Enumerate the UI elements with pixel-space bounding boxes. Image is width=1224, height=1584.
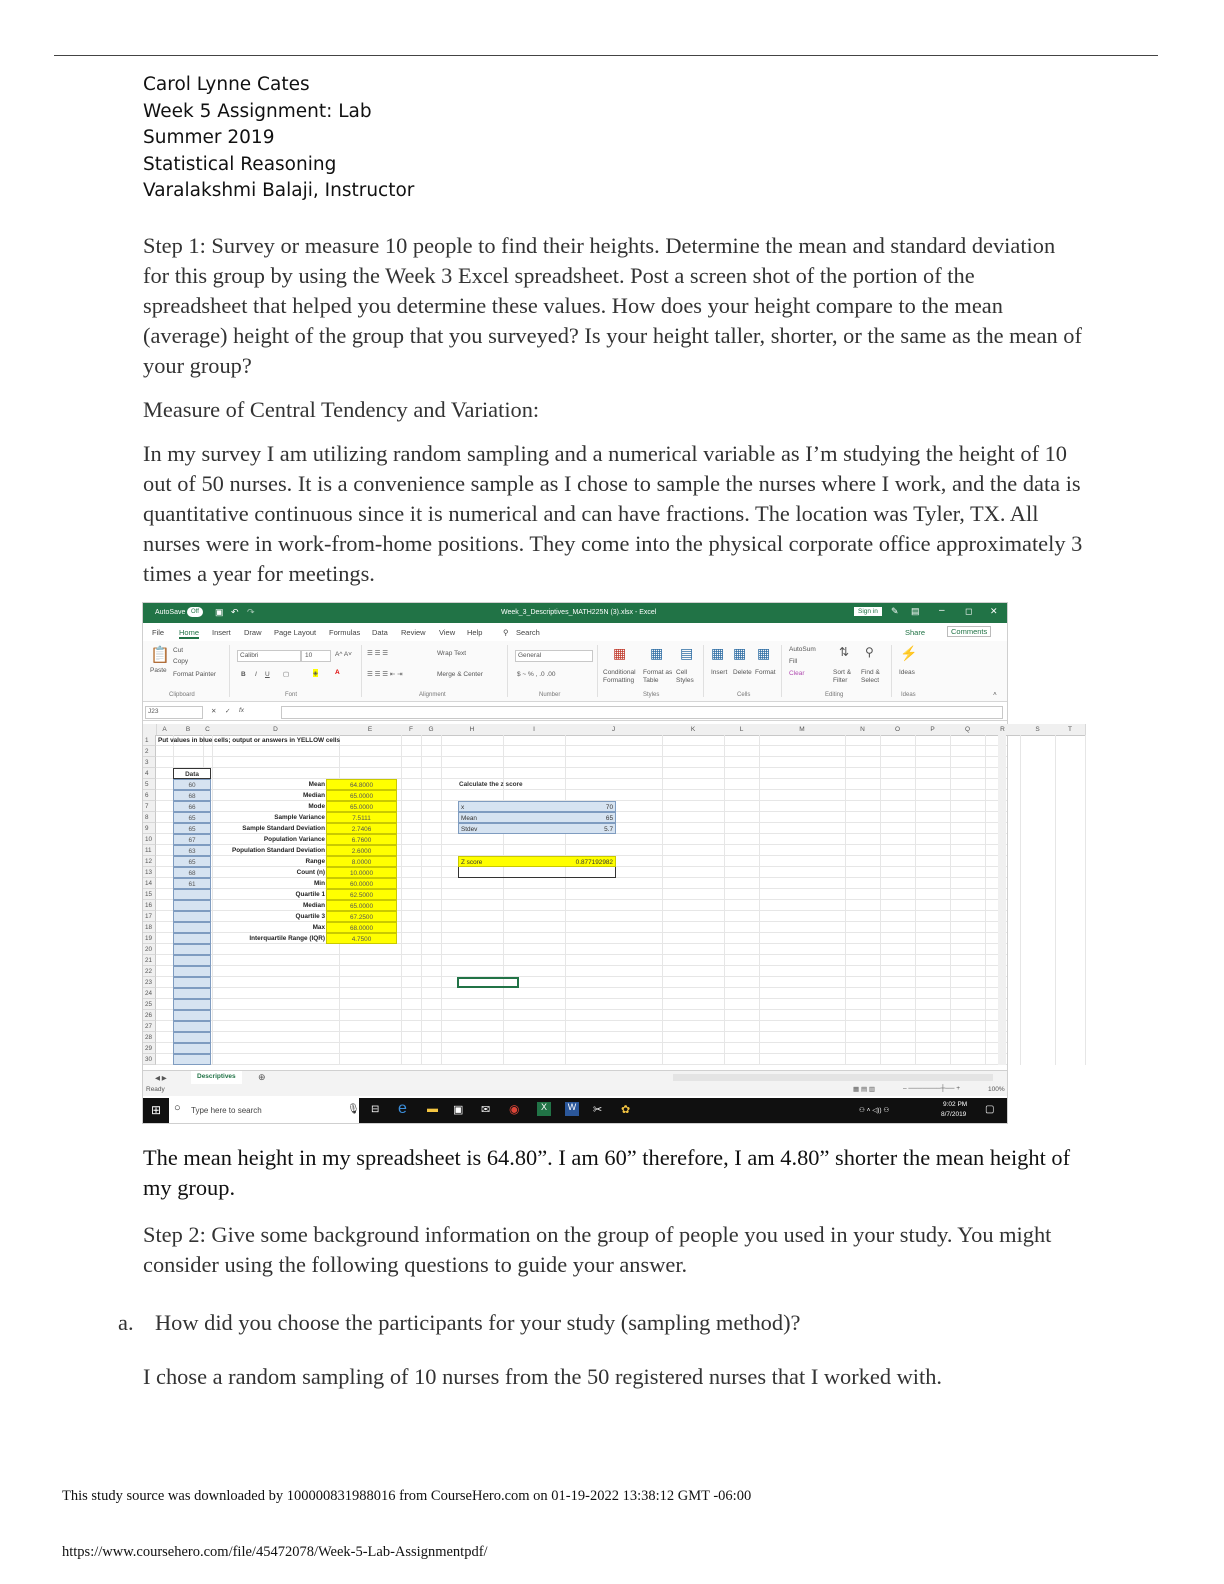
data-cell[interactable]: 63 — [173, 845, 211, 856]
excel-screenshot — [143, 603, 1072, 1123]
stat-value[interactable]: 68.0000 — [326, 922, 397, 933]
tray-icons[interactable]: ⚇ ˄ ◁)) ⚇ — [859, 1107, 890, 1114]
data-cell[interactable]: 68 — [173, 867, 211, 878]
cancel-icon[interactable]: ✕ — [211, 708, 217, 715]
document-header — [143, 72, 414, 205]
enter-icon[interactable]: ✓ — [225, 708, 231, 715]
search-circle-icon: ○ — [174, 1102, 181, 1114]
window-title: Week_3_Descriptives_MATH225N (3).xlsx - Excel — [501, 609, 657, 616]
autosave-toggle[interactable]: Off — [187, 607, 203, 617]
stat-value[interactable]: 7.5111 — [326, 812, 397, 823]
clock-date: 8/7/2019 — [941, 1111, 967, 1118]
column-header[interactable]: K — [662, 724, 725, 736]
taskbar-search[interactable] — [169, 1098, 359, 1123]
find-select-icon[interactable]: ⚲ — [865, 645, 874, 659]
format-painter-button[interactable]: Format Painter — [173, 671, 216, 678]
autosave-label[interactable]: AutoSave — [155, 609, 186, 616]
delete-button[interactable]: Delete — [733, 669, 752, 676]
status-text: Ready — [146, 1086, 165, 1093]
zscore-input-row[interactable] — [458, 812, 616, 823]
grid-line — [915, 735, 916, 1065]
word-taskbar-icon[interactable]: W — [565, 1102, 579, 1116]
windows-start-icon[interactable]: ⊞ — [151, 1103, 162, 1117]
active-cell-j23[interactable] — [457, 977, 519, 988]
stat-label[interactable]: Min — [313, 880, 325, 887]
step2-paragraph: Step 2: Give some background information on the group of people you used in your study. You might consider using the following questions to guide your answer. — [143, 1222, 1052, 1277]
grid-line — [950, 735, 951, 1065]
excel-taskbar-icon[interactable]: X — [537, 1102, 551, 1116]
group-styles: Styles — [643, 692, 660, 698]
row-header[interactable]: 9 — [143, 823, 156, 834]
zscore-input-label: Mean — [461, 815, 477, 822]
status-bar — [143, 1084, 1007, 1096]
data-cell[interactable]: 65 — [173, 812, 211, 823]
tab-help[interactable]: Help — [467, 628, 483, 637]
clear-button[interactable]: Clear — [789, 670, 805, 677]
grid-line — [156, 767, 1007, 768]
find-select-button[interactable]: Find & Select — [861, 669, 880, 684]
grid-line — [441, 735, 442, 1065]
column-header[interactable]: R — [985, 724, 1021, 736]
data-header-cell[interactable]: Data — [173, 768, 211, 779]
row-header[interactable]: 30 — [143, 1054, 156, 1065]
tab-home[interactable]: Home — [179, 628, 200, 637]
font-name-select[interactable]: Calibri — [237, 650, 301, 662]
assignment-title: Week 5 Assignment: Lab — [143, 100, 372, 122]
column-header[interactable]: I — [503, 724, 566, 736]
data-cell[interactable] — [173, 1054, 211, 1065]
column-header[interactable]: F — [401, 724, 422, 736]
task-view-icon[interactable]: ⊟ — [371, 1104, 380, 1115]
tab-view[interactable]: View — [439, 628, 456, 637]
zscore-input-value: 5.7 — [604, 826, 613, 833]
grid-line — [156, 1031, 1007, 1032]
stat-value[interactable]: 6.7600 — [326, 834, 397, 845]
grid-line — [565, 735, 566, 1065]
sort-filter-icon[interactable]: ⇅ — [839, 645, 850, 659]
row-header[interactable]: 13 — [143, 867, 156, 878]
stat-label[interactable]: Sample Standard Deviation — [242, 825, 325, 832]
align-top-icon[interactable]: ☰ ☰ ☰ — [367, 650, 389, 657]
excel-title-bar — [143, 603, 1007, 623]
data-cell[interactable] — [173, 922, 211, 933]
term: Summer 2019 — [143, 127, 275, 148]
wrap-text-button[interactable]: Wrap Text — [437, 650, 467, 657]
row-header[interactable]: 20 — [143, 944, 156, 955]
grid-line — [421, 735, 422, 1065]
zscore-input-row[interactable] — [458, 801, 616, 812]
save-icon[interactable]: ▣ — [215, 607, 224, 617]
group-alignment: Alignment — [419, 692, 446, 698]
pen-icon[interactable]: ✎ — [891, 606, 899, 616]
stat-label[interactable]: Interquartile Range (IQR) — [249, 935, 325, 942]
sign-in-button[interactable]: Sign in — [854, 607, 882, 616]
clock-time: 9:02 PM — [943, 1101, 968, 1108]
insert-cells-icon[interactable]: ▦ — [711, 645, 725, 661]
grid-line — [156, 1053, 1007, 1054]
delete-cells-icon[interactable]: ▦ — [733, 645, 747, 661]
grid-line — [662, 735, 663, 1065]
column-header[interactable]: M — [759, 724, 846, 736]
paint-icon[interactable]: ✿ — [621, 1104, 631, 1116]
border-icon[interactable]: ▢ — [283, 671, 290, 678]
row-header[interactable]: 11 — [143, 845, 156, 856]
format-cells-icon[interactable]: ▦ — [757, 645, 771, 661]
data-cell[interactable] — [173, 944, 211, 955]
zscore-value: 0.877192982 — [575, 859, 613, 866]
row-header[interactable]: 24 — [143, 988, 156, 999]
tab-insert[interactable]: Insert — [212, 628, 231, 637]
horizontal-scrollbar[interactable] — [673, 1074, 993, 1081]
tab-nav-icon[interactable]: ◀ ▶ — [155, 1075, 167, 1082]
step1-paragraph: Step 1: Survey or measure 10 people to find their heights. Determine the mean and standard deviation for this group by using the Week 3 Excel spreadsheet. Post a screen shot of the portion of the spreadsheet that helped you determine these values. How does your height compare to the mean (average) height of the group that you surveyed? Is your height taller, shorter, or the same as the mean of your group? — [143, 233, 1082, 378]
grid-line — [156, 1009, 1007, 1010]
add-sheet-icon[interactable]: ⊕ — [258, 1072, 266, 1082]
author-name: Carol Lynne Cates — [143, 74, 310, 95]
insert-function-icon[interactable]: fx — [239, 707, 245, 714]
notifications-icon[interactable]: ▢ — [985, 1104, 995, 1115]
conditional-formatting-icon[interactable]: ▦ — [613, 645, 627, 661]
excel-ribbon — [143, 641, 1007, 702]
footer-source: This study source was downloaded by 100000831988016 from CourseHero.com on 01-19-2022 13:38:12 GMT -06:00 — [62, 1488, 752, 1504]
file-explorer-icon[interactable]: ▬ — [427, 1103, 438, 1115]
column-header[interactable]: T — [1055, 724, 1086, 736]
format-button[interactable]: Format — [755, 669, 776, 676]
edge-icon[interactable]: e — [398, 1100, 407, 1117]
data-cell[interactable] — [173, 1043, 211, 1054]
grid-line — [156, 998, 1007, 999]
view-buttons-icon[interactable]: ▦ ▤ ▥ — [853, 1086, 876, 1093]
column-header[interactable]: A — [156, 724, 174, 736]
tab-data[interactable]: Data — [372, 628, 388, 637]
stat-value[interactable]: 2.6000 — [326, 845, 397, 856]
cut-button[interactable]: Cut — [173, 647, 184, 654]
data-cell[interactable] — [173, 966, 211, 977]
zscore-label: Z score — [461, 859, 483, 866]
row-header[interactable]: 17 — [143, 911, 156, 922]
column-header[interactable]: B — [173, 724, 204, 736]
grid-line — [1055, 735, 1056, 1065]
minimize-icon[interactable]: – — [939, 605, 945, 616]
stat-value[interactable]: 10.0000 — [326, 867, 397, 878]
share-button[interactable]: Share — [905, 628, 926, 637]
grid-line — [156, 987, 1007, 988]
data-cell[interactable]: 65 — [173, 856, 211, 867]
row-header[interactable]: 18 — [143, 922, 156, 933]
font-color-icon[interactable]: A — [335, 669, 340, 676]
grid-line — [156, 954, 1007, 955]
course-name: Statistical Reasoning — [143, 153, 337, 175]
column-header[interactable]: P — [915, 724, 951, 736]
row-header[interactable]: 26 — [143, 1010, 156, 1021]
row-header[interactable]: 2 — [143, 746, 156, 757]
grid-line — [1085, 735, 1086, 1065]
stat-value[interactable]: 64.8000 — [326, 779, 397, 790]
formula-input[interactable] — [281, 706, 1003, 719]
font-grow-icon[interactable]: A^ A˅ — [335, 651, 352, 658]
grid-line — [880, 735, 881, 1065]
stat-label[interactable]: Quartile 1 — [295, 891, 325, 898]
paste-button[interactable]: Paste — [150, 667, 167, 674]
data-cell[interactable]: 66 — [173, 801, 211, 812]
row-header[interactable]: 21 — [143, 955, 156, 966]
font-size-select[interactable]: 10 — [301, 650, 331, 662]
grid-line — [156, 1020, 1007, 1021]
footer-url[interactable]: https://www.coursehero.com/file/45472078/Week-5-Lab-Assignmentpdf/ — [62, 1544, 488, 1560]
stat-label[interactable]: Median — [302, 902, 325, 909]
fill-button[interactable]: Fill — [789, 658, 798, 665]
row-header[interactable]: 15 — [143, 889, 156, 900]
formula-bar — [143, 704, 1007, 721]
data-cell[interactable]: 65 — [173, 823, 211, 834]
tab-draw[interactable]: Draw — [244, 628, 262, 637]
stat-label[interactable]: Median — [302, 792, 325, 799]
mail-icon[interactable]: ✉ — [481, 1104, 491, 1116]
row-header[interactable]: 7 — [143, 801, 156, 812]
row-header[interactable]: 29 — [143, 1043, 156, 1054]
stat-value[interactable]: 65.0000 — [326, 801, 397, 812]
row-header[interactable]: 6 — [143, 790, 156, 801]
stat-value[interactable]: 65.0000 — [326, 900, 397, 911]
stat-value[interactable]: 8.0000 — [326, 856, 397, 867]
stat-label[interactable]: Range — [305, 858, 325, 865]
excel-menu-bar — [143, 623, 1007, 642]
fill-color-icon[interactable]: ◈ — [313, 670, 318, 677]
grid-line — [156, 1042, 1007, 1043]
data-cell[interactable]: 61 — [173, 878, 211, 889]
grid-line — [985, 735, 986, 1065]
zscore-empty-cell[interactable] — [458, 867, 616, 878]
chrome-icon[interactable]: ◉ — [509, 1102, 520, 1116]
stat-value[interactable]: 67.2500 — [326, 911, 397, 922]
conditional-formatting-button[interactable]: Conditional Formatting — [603, 669, 636, 684]
maximize-icon[interactable]: ◻ — [965, 606, 973, 616]
stat-label[interactable]: Max — [312, 924, 325, 931]
number-format-select[interactable]: General — [515, 650, 593, 662]
data-cell[interactable]: 60 — [173, 779, 211, 790]
grid-line — [845, 735, 846, 1065]
stat-value[interactable]: 2.7406 — [326, 823, 397, 834]
stat-value[interactable]: 60.0000 — [326, 878, 397, 889]
stat-value[interactable]: 65.0000 — [326, 790, 397, 801]
mean-paragraph: The mean height in my spreadsheet is 64.80”. I am 60” therefore, I am 4.80” shorter the mean height of my group. — [143, 1145, 1071, 1200]
row-header[interactable]: 22 — [143, 966, 156, 977]
row-header[interactable]: 4 — [143, 768, 156, 779]
autosum-button[interactable]: AutoSum — [789, 646, 816, 653]
windows-taskbar — [143, 1098, 1007, 1123]
data-cell[interactable] — [173, 988, 211, 999]
undo-icon[interactable]: ↶ — [231, 607, 239, 617]
data-cell[interactable] — [173, 977, 211, 988]
zscore-input-label: Stdev — [461, 826, 478, 833]
data-cell[interactable] — [173, 889, 211, 900]
ideas-button[interactable]: Ideas — [899, 669, 915, 676]
insert-button[interactable]: Insert — [711, 669, 728, 676]
stat-label[interactable]: Population Variance — [263, 836, 325, 843]
row-header[interactable]: 25 — [143, 999, 156, 1010]
row-header[interactable]: 28 — [143, 1032, 156, 1043]
tab-formulas[interactable]: Formulas — [329, 628, 361, 637]
column-header[interactable]: J — [565, 724, 663, 736]
row-header[interactable]: 10 — [143, 834, 156, 845]
copy-button[interactable]: Copy — [173, 658, 189, 665]
snip-icon[interactable]: ✂ — [593, 1104, 603, 1116]
data-cell[interactable] — [173, 1021, 211, 1032]
comments-button[interactable]: Comments — [947, 626, 991, 637]
stat-label[interactable]: Population Standard Deviation — [231, 847, 325, 854]
zscore-title[interactable]: Calculate the z score — [459, 781, 523, 788]
taskbar-search-label: Type here to search — [191, 1106, 262, 1115]
search-box[interactable]: Search — [516, 628, 540, 637]
zoom-level: 100% — [988, 1086, 1005, 1093]
column-header[interactable]: G — [421, 724, 442, 736]
grid-line — [759, 735, 760, 1065]
store-icon[interactable]: ▣ — [453, 1104, 464, 1116]
grid-line — [1020, 735, 1021, 1065]
tab-file[interactable]: File — [152, 628, 165, 637]
name-box[interactable]: J23 — [145, 706, 203, 719]
merge-center-button[interactable]: Merge & Center — [437, 671, 483, 678]
grid-line — [156, 976, 1007, 977]
data-cell[interactable] — [173, 900, 211, 911]
row-header[interactable]: 27 — [143, 1021, 156, 1032]
collapse-ribbon-icon[interactable]: ˄ — [993, 691, 997, 698]
stat-label[interactable]: Quartile 3 — [295, 913, 325, 920]
group-ideas: Ideas — [901, 692, 916, 698]
row-header[interactable]: 3 — [143, 757, 156, 768]
zscore-input-label: x — [461, 804, 465, 811]
stat-value[interactable]: 62.5000 — [326, 889, 397, 900]
column-header[interactable]: S — [1020, 724, 1056, 736]
column-header[interactable]: E — [339, 724, 402, 736]
group-editing: Editing — [825, 692, 844, 698]
grid-line — [156, 1064, 1007, 1065]
zoom-slider[interactable]: – ───────┼── + — [903, 1085, 961, 1092]
data-cell[interactable] — [173, 999, 211, 1010]
instructor: Varalakshmi Balaji, Instructor — [143, 180, 415, 201]
column-header[interactable]: L — [724, 724, 760, 736]
grid-line — [401, 735, 402, 1065]
tab-page-layout[interactable]: Page Layout — [274, 628, 317, 637]
worksheet-grid[interactable] — [143, 724, 1072, 1067]
group-number: Number — [539, 692, 561, 698]
column-header[interactable]: O — [880, 724, 916, 736]
format-table-icon[interactable]: ▦ — [650, 645, 664, 661]
row-header[interactable]: 5 — [143, 779, 156, 790]
stat-label[interactable]: Sample Variance — [274, 814, 325, 821]
data-cell[interactable]: 68 — [173, 790, 211, 801]
sheet-tabs — [143, 1070, 1007, 1085]
data-cell[interactable] — [173, 911, 211, 922]
answer-a: I chose a random sampling of 10 nurses from the 50 registered nurses that I worked with. — [143, 1364, 943, 1389]
zscore-input-value: 70 — [605, 804, 613, 811]
cell-styles-button[interactable]: Cell Styles — [676, 669, 694, 684]
grid-line — [156, 756, 1007, 757]
data-cell[interactable] — [173, 933, 211, 944]
grid-line — [724, 735, 725, 1065]
column-header[interactable]: D — [212, 724, 340, 736]
grid-line — [156, 965, 1007, 966]
align-left-icon[interactable]: ☰ ☰ ☰ ⇤ ⇥ — [367, 671, 403, 678]
survey-paragraph: In my survey I am utilizing random sampling and a numerical variable as I’m studying the height of 10 out of 50 nurses. It is a convenience sample as I chose to sample the nurses where I work, and the data is quantitative continuous since it is numerical and can have fractions. The location was Tyler, TX. All nurses were in work-from-home positions. They come into the physical corporate office approximately 3 times a year for meetings. — [143, 441, 1083, 586]
column-header[interactable]: H — [441, 724, 504, 736]
data-cell[interactable]: 67 — [173, 834, 211, 845]
bold-icon[interactable]: B — [241, 671, 246, 678]
tab-review[interactable]: Review — [401, 628, 426, 637]
group-font: Font — [285, 692, 298, 698]
ribbon-display-icon[interactable]: ▤ — [911, 606, 920, 616]
column-header[interactable]: Q — [950, 724, 986, 736]
stat-label[interactable]: Count (n) — [296, 869, 325, 876]
row-header[interactable]: 23 — [143, 977, 156, 988]
group-clipboard: Clipboard — [169, 692, 195, 698]
redo-icon[interactable]: ↷ — [247, 607, 255, 617]
measure-heading: Measure of Central Tendency and Variation: — [143, 397, 540, 422]
column-header[interactable]: C — [203, 724, 213, 736]
question-a: How did you choose the participants for your study (sampling method)? — [155, 1310, 801, 1335]
cell-styles-icon[interactable]: ▤ — [680, 645, 694, 661]
stat-label[interactable]: Mode — [308, 803, 325, 810]
stat-value[interactable]: 4.7500 — [326, 933, 397, 944]
italic-icon[interactable]: I — [255, 671, 257, 678]
ideas-icon[interactable]: ⚡ — [900, 645, 918, 661]
row-header[interactable]: 12 — [143, 856, 156, 867]
column-header[interactable]: N — [845, 724, 881, 736]
row-header[interactable]: 14 — [143, 878, 156, 889]
zscore-row[interactable] — [458, 856, 616, 867]
sort-filter-button[interactable]: Sort & Filter — [833, 669, 852, 684]
row-header[interactable]: 8 — [143, 812, 156, 823]
data-cell[interactable] — [173, 1010, 211, 1021]
close-icon[interactable]: ✕ — [990, 606, 998, 616]
vertical-scrollbar[interactable] — [998, 735, 1006, 1065]
zscore-input-value: 65 — [605, 815, 613, 822]
data-cell[interactable] — [173, 955, 211, 966]
row-header[interactable]: 19 — [143, 933, 156, 944]
format-as-table-button[interactable]: Format as Table — [643, 669, 673, 684]
top-rule — [54, 55, 1158, 56]
stat-label[interactable]: Mean — [308, 781, 325, 788]
data-cell[interactable] — [173, 1032, 211, 1043]
currency-icon[interactable]: $ ~ % , .0 .00 — [517, 671, 556, 678]
search-icon[interactable]: ⚲ — [503, 628, 509, 637]
underline-icon[interactable]: U — [265, 671, 270, 678]
zscore-input-row[interactable] — [458, 823, 616, 834]
paste-icon[interactable]: 📋 — [150, 647, 170, 664]
mic-icon: 🎙 — [347, 1104, 360, 1115]
question-a-marker: a. — [118, 1310, 134, 1335]
sheet-tab-descriptives[interactable]: Descriptives — [191, 1071, 242, 1086]
group-cells: Cells — [737, 692, 751, 698]
instruction-cell[interactable]: Put values in blue cells; output or answers in YELLOW cells — [158, 737, 341, 744]
row-header[interactable]: 1 — [143, 735, 156, 746]
row-header[interactable]: 16 — [143, 900, 156, 911]
